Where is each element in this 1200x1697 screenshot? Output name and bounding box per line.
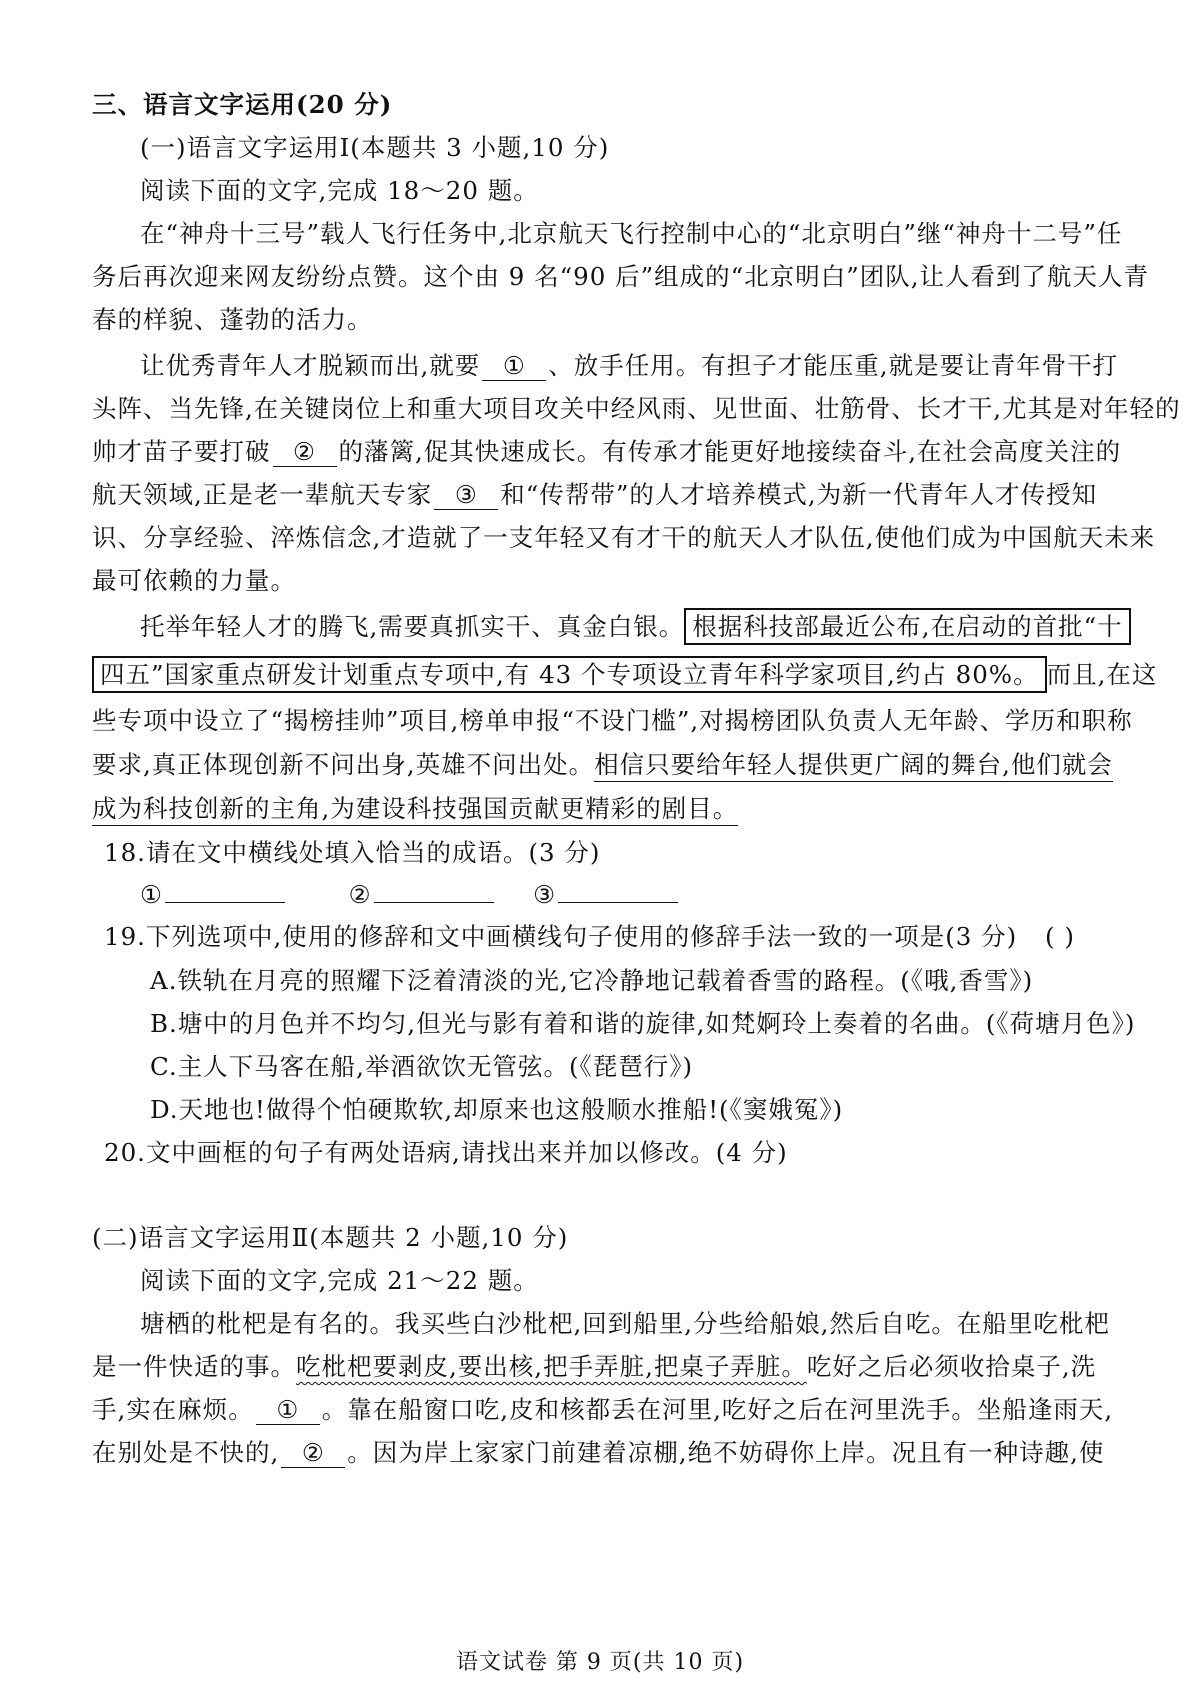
p3-line4: 要求,真正体现创新不问出身,英雄不问出处。相信只要给年轻人提供更广阔的舞台,他们就会 [92,750,1122,780]
boxed-sentence-part2: 四五”国家重点研发计划重点专项中,有 43 个专项设立青年科学家项目,约占 80%。 [92,656,1047,693]
p2-line3: 帅才苗子要打破 ② 的藩篱,促其快速成长。有传承才能更好地接续奋斗,在社会高度关注的 [92,437,1122,466]
part2-line3: 手,实在麻烦。 ① 。靠在船窗口吃,皮和核都丢在河里,吃好之后在河里洗手。坐船逢雨天, [92,1395,1114,1424]
part2-blank-2: ② [281,1439,345,1468]
p2-line2: 头阵、当先锋,在关键岗位上和重大项目攻关中经风雨、见世面、壮筋骨、长才干,尤其是对年轻的 [92,394,1181,423]
underlined-sentence-part1: 相信只要给年轻人提供更广阔的舞台,他们就会 [594,750,1113,782]
q19-answer-paren[interactable]: ( ) [1045,922,1075,951]
q19-option-a: A.铁轨在月亮的照耀下泛着清淡的光,它冷静地记载着香雪的路程。(《哦,香雪》) [150,966,1034,995]
blank-3: ③ [434,481,498,510]
p3-line5 [92,794,1122,824]
part2-line1: 塘栖的枇杷是有名的。我买些白沙枇杷,回到船里,分些给船娘,然后自吃。在船里吃枇杷 [140,1309,1110,1338]
p1-line2: 务后再次迎来网友纷纷点赞。这个由 9 名“90 后”组成的“北京明白”团队,让人看到了航天人青 [92,262,1150,291]
p3-line2: 四五”国家重点研发计划重点专项中,有 43 个专项设立青年科学家项目,约占 80%。 而且,在这 [92,660,1122,690]
part2-instruction: 阅读下面的文字,完成 21～22 题。 [140,1266,539,1295]
question-18: 18.请在文中横线处填入恰当的成语。(3 分) [104,838,601,867]
q19-option-b: B.塘中的月色并不均匀,但光与影有着和谐的旋律,如梵婀玲上奏着的名曲。(《荷塘月色》) [150,1009,1136,1038]
section-title: 三、语言文字运用(20 分) [92,90,393,119]
p2-line1: 让优秀青年人才脱颖而出,就要 ① 、放手任用。有担子才能压重,就是要让青年骨干打 [140,351,1119,380]
question-19: 19.下列选项中,使用的修辞和文中画横线句子使用的修辞手法一致的一项是(3 分) [104,922,1018,951]
q19-option-c: C.主人下马客在船,举酒欲饮无管弦。(《琵琶行》) [150,1052,694,1081]
p2-line4: 航天领域,正是老一辈航天专家 ③ 和“传帮带”的人才培养模式,为新一代青年人才传授知 [92,480,1098,509]
p3-line3: 些专项中设立了“揭榜挂帅”项目,榜单申报“不设门槛”,对揭榜团队负责人无年龄、学历和职称 [92,706,1133,735]
part2-line4: 在别处是不快的, ② 。因为岸上家家门前建着凉棚,绝不妨碍你上岸。况且有一种诗趣,使 [92,1438,1105,1467]
part2-blank-1: ① [256,1396,320,1425]
answer-field-2[interactable] [374,902,494,903]
p1-line3: 春的样貌、蓬勃的活力。 [92,305,373,334]
p1-line1: 在“神舟十三号”载人飞行任务中,北京航天飞行控制中心的“北京明白”继“神舟十二号”任 [140,219,1123,248]
answer-field-3[interactable] [558,902,678,903]
part2-heading: (二)语言文字运用Ⅱ(本题共 2 小题,10 分) [92,1223,569,1252]
part1-heading: (一)语言文字运用Ⅰ(本题共 3 小题,10 分) [140,133,610,162]
part2-line2: 是一件快适的事。吃枇杷要剥皮,要出核,把手弄脏,把桌子弄脏。吃好之后必须收拾桌子,洗 [92,1352,1097,1381]
boxed-sentence-part1: 根据科技部最近公布,在启动的首批“十 [684,608,1130,645]
p2-line5: 识、分享经验、淬炼信念,才造就了一支年轻又有才干的航天人才队伍,使他们成为中国航天未来 [92,523,1156,552]
p3-line1: 托举年轻人才的腾飞,需要真抓实干、真金白银。 根据科技部最近公布,在启动的首批“十 [140,612,1170,642]
question-20: 20.文中画框的句子有两处语病,请找出来并加以修改。(4 分) [104,1138,788,1167]
p2-line6: 最可依赖的力量。 [92,566,296,595]
page-footer: 语文试卷 第 9 页(共 10 页) [455,1650,745,1675]
q19-option-d: D.天地也!做得个怕硬欺软,却原来也这般顺水推船!(《窦娥冤》) [150,1095,844,1124]
blank-2: ② [273,438,337,467]
part1-instruction: 阅读下面的文字,完成 18～20 题。 [140,176,539,205]
underlined-sentence-part2: 成为科技创新的主角,为建设科技强国贡献更精彩的剧目。 [92,794,738,826]
blank-1: ① [482,352,546,381]
answer-field-1[interactable] [165,902,285,903]
wavy-underlined-sentence: 吃枇杷要剥皮,要出核,把手弄脏,把桌子弄脏。 [296,1352,807,1381]
q18-answer-blanks: ① ② ③ [140,880,1170,910]
